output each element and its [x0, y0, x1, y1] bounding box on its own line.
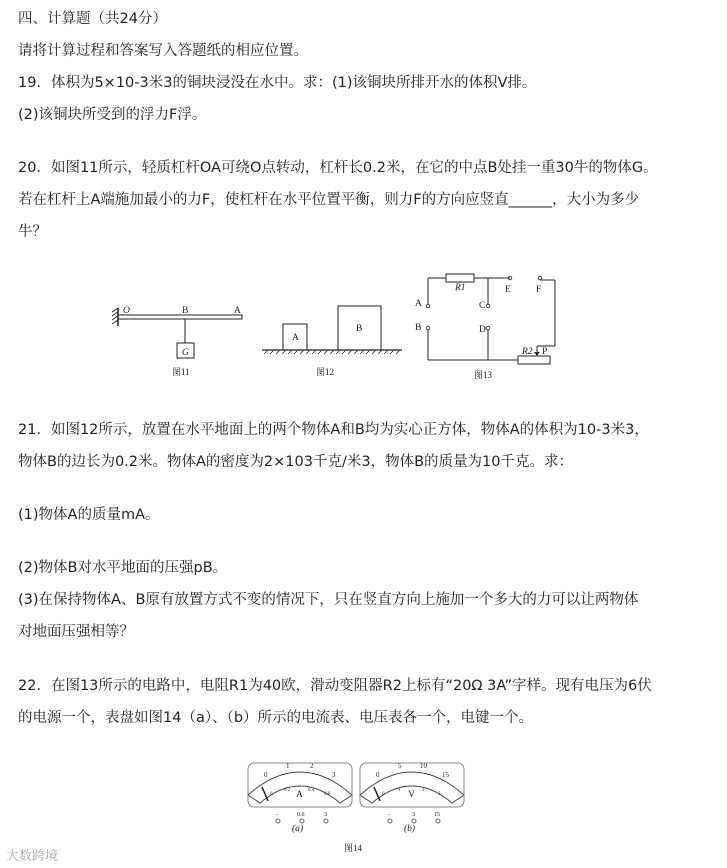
figure-14 — [240, 755, 470, 859]
voltmeter-tick-15: 15 — [442, 771, 449, 779]
q21-part3-line1: (3)在保持物体A、B原有放置方式不变的情况下，只在竖直方向上施加一个多大的力可以让两物体 — [18, 592, 639, 608]
ammeter-tick-1: 1 — [286, 762, 290, 770]
q21-part2: (2)物体B对水平地面的压强pB。 — [18, 560, 228, 576]
voltmeter-dial — [360, 762, 464, 834]
section-title: 四、计算题（共24分） — [18, 11, 167, 27]
figure-13 — [410, 268, 560, 380]
q19-line2: (2)该铜块所受到的浮力F浮。 — [18, 107, 207, 123]
ammeter-small-tick-1: 0.2 — [284, 788, 291, 793]
fig13-label-c: C — [479, 301, 486, 311]
q22-line1: 22．在图13所示的电路中，电阻R1为40欧，滑动变阻器R2上标有“20Ω 3A”字样。现有电压为6伏 — [18, 678, 652, 694]
q20-line1: 20．如图11所示，轻质杠杆OA可绕O点转动，杠杆长0.2米，在它的中点B处挂一重30牛的物体G。 — [18, 160, 658, 176]
fig11-label-b: B — [182, 306, 189, 316]
figure-11 — [110, 300, 250, 380]
ammeter-tick-2: 2 — [310, 762, 314, 770]
voltmeter-small-tick-1: 1 — [398, 788, 401, 793]
q22-line2: 的电源一个，表盘如图14（a）、（b）所示的电流表、电压表各一个，电键一个。 — [18, 710, 534, 726]
fig14-caption: 图14 — [344, 843, 363, 853]
ammeter-small-tick-2: 0.4 — [308, 788, 315, 793]
fig13-label-r2: R2 — [522, 347, 533, 357]
fig13-label-d: D — [479, 325, 486, 335]
ammeter-sub: (a) — [292, 824, 304, 834]
ammeter-small-tick-0: 0 — [270, 792, 273, 797]
voltmeter-terminal-0: - — [388, 812, 390, 818]
ammeter-dial — [248, 762, 352, 834]
voltmeter-tick-5: 5 — [398, 762, 402, 770]
voltmeter-small-tick-2: 2 — [422, 788, 425, 793]
fig13-label-e: E — [505, 285, 511, 295]
voltmeter-terminal-2: 15 — [434, 812, 440, 818]
fig12-caption: 图12 — [316, 367, 335, 377]
ammeter-tick-3: 3 — [332, 771, 336, 779]
fig13-label-p: P — [542, 347, 548, 357]
fig11-label-g: G — [182, 348, 189, 358]
ammeter-terminal-2: 3 — [324, 812, 327, 818]
q21-part3-line2: 对地面压强相等？ — [18, 624, 134, 640]
q21-line2: 物体B的边长为0.2米。物体A的密度为2×103千克/米3，物体B的质量为10千克。求： — [18, 454, 573, 470]
ammeter-unit: A — [296, 790, 303, 800]
fig12-label-a: A — [292, 333, 299, 343]
figure-12 — [258, 300, 408, 380]
fig13-label-a: A — [415, 299, 422, 309]
ammeter-tick-0: 0 — [264, 771, 268, 779]
fig11-label-a: A — [234, 306, 241, 316]
voltmeter-tick-10: 10 — [420, 762, 427, 770]
fig13-caption: 图13 — [474, 370, 493, 380]
voltmeter-tick-0: 0 — [376, 771, 380, 779]
ammeter-terminal-1: 0.6 — [297, 812, 305, 818]
voltmeter-sub: (b) — [404, 824, 416, 834]
watermark: 大数跨境 — [6, 849, 59, 864]
voltmeter-small-tick-3: 3 — [438, 792, 441, 797]
q19-line1: 19．体积为5×10-3米3的铜块浸没在水中。求：(1)该铜块所排开水的体积V排。 — [18, 75, 537, 91]
ammeter-small-tick-3: 0.6 — [324, 792, 331, 797]
fig11-caption: 图11 — [172, 367, 190, 377]
instruction: 请将计算过程和答案写入答题纸的相应位置。 — [18, 43, 308, 59]
ammeter-terminal-0: - — [276, 812, 278, 818]
voltmeter-unit: V — [408, 790, 415, 800]
voltmeter-terminal-1: 3 — [412, 812, 415, 818]
fig11-label-o: O — [123, 306, 130, 316]
fig13-label-b: B — [415, 323, 422, 333]
q21-part1: (1)物体A的质量mA。 — [18, 507, 160, 523]
q21-line1: 21．如图12所示，放置在水平地面上的两个物体A和B均为实心正方体，物体A的体积为10-3米3， — [18, 422, 649, 438]
q20-line3: 牛？ — [18, 224, 47, 240]
fig13-label-r1: R1 — [455, 283, 466, 293]
fig12-label-b: B — [356, 324, 363, 334]
q20-line2: 若在杠杆上A端施加最小的力F，使杠杆在水平位置平衡，则力F的方向应竖直______，大小为多少 — [18, 192, 640, 208]
fig13-label-f: F — [536, 285, 542, 295]
voltmeter-small-tick-0: 0 — [382, 792, 385, 797]
